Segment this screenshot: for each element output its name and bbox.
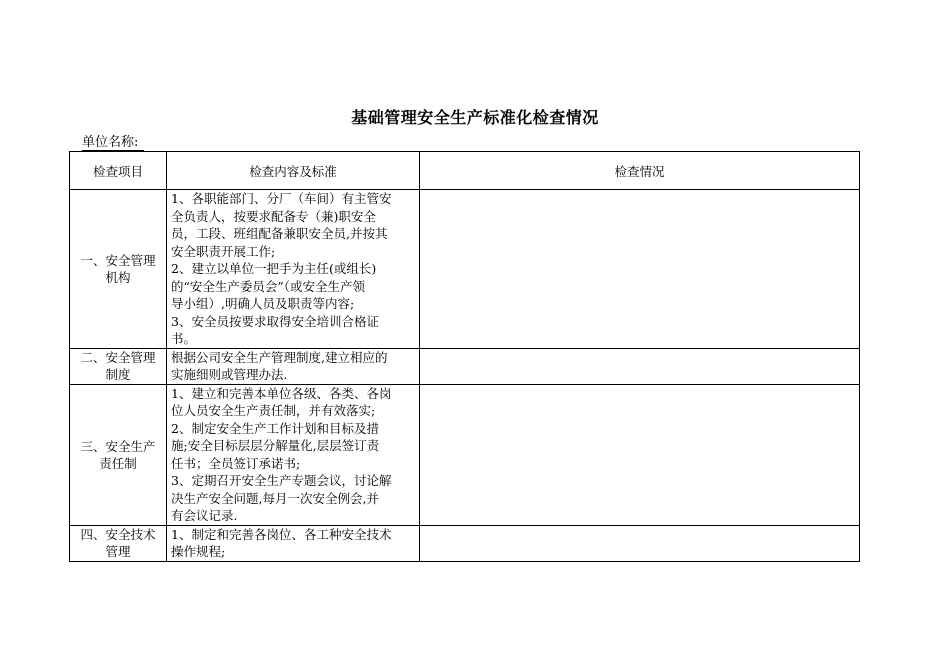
table-header-row (70, 152, 860, 190)
content-line: 书。 (171, 331, 197, 346)
unit-name-label: 单位名称: (82, 136, 144, 151)
check-item-text: 三、安全生产 (80, 438, 156, 454)
check-item-text: 机构 (105, 269, 131, 285)
inspection-table (69, 151, 860, 562)
check-result-cell[interactable] (420, 348, 860, 384)
check-item-cell (70, 525, 167, 561)
content-line: 1、各职能部门、分厂（车间）有主管安 (171, 191, 392, 206)
content-line: 1、制定和完善各岗位、各工种安全技术 (171, 526, 392, 542)
content-line: 导小组）,明确人员及职责等内容; (171, 296, 355, 311)
content-line: 安全职责开展工作; (171, 243, 276, 259)
content-line: 施;安全目标层层分解量化,层层签订责 (171, 438, 380, 453)
content-line: 员，工段、班组配备兼职安全员,并按其 (171, 226, 388, 241)
content-line: 位人员安全生产责任制，并有效落实; (171, 403, 376, 418)
content-line: 1、建立和完善本单位各级、各类、各岗 (171, 385, 392, 401)
table-row (70, 384, 860, 525)
check-item-text: 四、安全技术 (80, 527, 156, 542)
check-content-cell (167, 348, 420, 384)
content-line: 3、定期召开安全生产专题会议，讨论解 (171, 473, 392, 488)
check-item-cell (70, 348, 167, 384)
header-check-result: 检查情况 (420, 152, 860, 190)
content-line: 任书；全员签订承诺书; (171, 455, 301, 471)
check-item-text: 二、安全管理 (80, 350, 156, 365)
check-item-text: 责任制 (99, 455, 137, 471)
content-line: 操作规程; (171, 544, 226, 559)
check-content-cell (167, 525, 420, 561)
content-line: 3、安全员按要求取得安全培训合格证 (171, 313, 379, 329)
content-line: 根据公司安全生产管理制度,建立相应的 (171, 349, 388, 365)
content-line: 的“安全生产委员会”（或安全生产领 (171, 278, 366, 294)
check-content-cell (167, 384, 420, 525)
content-line: 全负责人，按要求配备专（兼)职安全 (171, 208, 376, 224)
content-line: 2、制定安全生产工作计划和目标及措 (171, 420, 379, 436)
page-title: 基础管理安全生产标准化检查情况 (351, 108, 599, 127)
check-item-cell (70, 190, 167, 349)
table-row (70, 190, 860, 349)
content-line: 2、建立以单位一把手为主任(或组长) (171, 261, 377, 276)
content-line: 实施细则或管理办法. (171, 367, 288, 382)
table-row (70, 348, 860, 384)
check-result-cell[interactable] (420, 190, 860, 349)
check-result-cell[interactable] (420, 525, 860, 561)
header-check-item: 检查项目 (70, 152, 167, 190)
check-result-cell[interactable] (420, 384, 860, 525)
check-item-text: 一、安全管理 (80, 252, 156, 268)
check-item-text: 制度 (105, 367, 131, 382)
content-line: 决生产安全问题,每月一次安全例会,并 (171, 490, 379, 506)
check-content-cell (167, 190, 420, 349)
check-item-cell (70, 384, 167, 525)
table-row (70, 525, 860, 561)
check-item-text: 管理 (105, 544, 131, 559)
header-check-content: 检查内容及标准 (167, 152, 420, 190)
content-line: 有会议记录. (171, 508, 238, 523)
